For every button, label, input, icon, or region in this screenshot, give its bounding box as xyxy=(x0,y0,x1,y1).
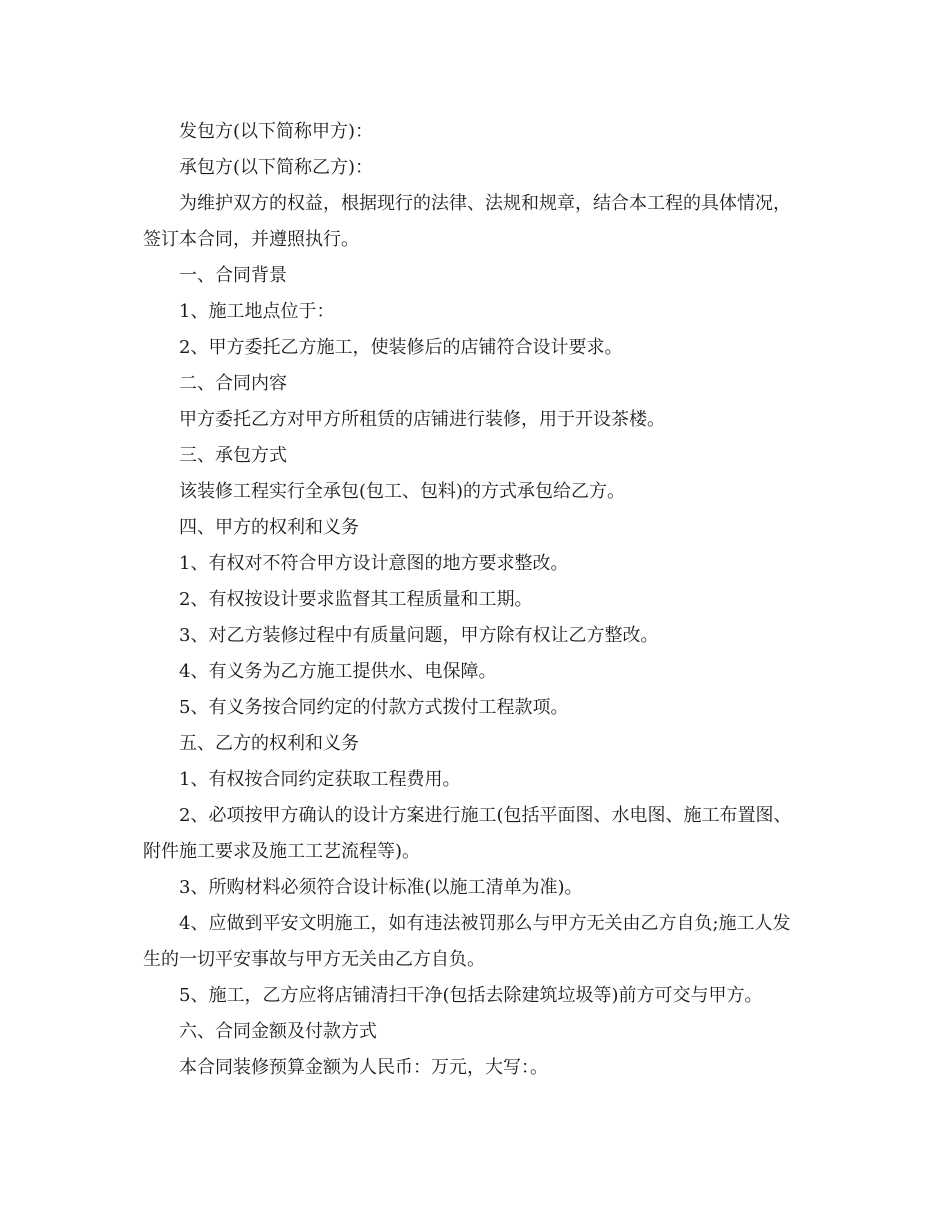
clause-entrustment: 2、甲方委托乙方施工，使装修后的店铺符合设计要求。 xyxy=(179,337,623,358)
party-a-line: 发包方(以下简称甲方)： xyxy=(179,121,374,142)
party-b-line: 承包方(以下简称乙方)： xyxy=(179,157,374,178)
section-heading-party-a-rights: 四、甲方的权利和义务 xyxy=(179,517,359,538)
contract-method-paragraph: 该装修工程实行全承包(包工、包料)的方式承包给乙方。 xyxy=(179,481,626,502)
party-b-clause-2: 2、必项按甲方确认的设计方案进行施工(包括平面图、水电图、施工布置图、附件施工要求及施工工艺流程等)。 xyxy=(143,805,792,862)
party-a-clause-4: 4、有义务为乙方施工提供水、电保障。 xyxy=(179,661,497,682)
section-heading-content: 二、合同内容 xyxy=(179,373,287,394)
section-heading-background: 一、合同背景 xyxy=(179,265,287,286)
party-a-clause-2: 2、有权按设计要求监督其工程质量和工期。 xyxy=(179,589,533,610)
party-a-clause-1: 1、有权对不符合甲方设计意图的地方要求整改。 xyxy=(179,553,569,574)
preamble-paragraph: 为维护双方的权益，根据现行的法律、法规和规章，结合本工程的具体情况，签订本合同，并遵照执行。 xyxy=(143,193,791,250)
section-heading-contract-method: 三、承包方式 xyxy=(179,445,287,466)
party-b-clause-4: 4、应做到平安文明施工，如有违法被罚那么与甲方无关由乙方自负;施工人发生的一切平安事故与甲方无关由乙方自负。 xyxy=(143,913,791,970)
document-page xyxy=(143,114,803,1086)
clause-location: 1、施工地点位于： xyxy=(179,301,335,322)
amount-paragraph: 本合同装修预算金额为人民币：万元，大写：。 xyxy=(179,1057,548,1078)
party-b-clause-5: 5、施工，乙方应将店铺清扫干净(包括去除建筑垃圾等)前方可交与甲方。 xyxy=(179,985,763,1006)
section-heading-party-b-rights: 五、乙方的权利和义务 xyxy=(179,733,359,754)
party-b-clause-1: 1、有权按合同约定获取工程费用。 xyxy=(179,769,461,790)
party-a-clause-5: 5、有义务按合同约定的付款方式拨付工程款项。 xyxy=(179,697,569,718)
party-b-clause-3: 3、所购材料必须符合设计标准(以施工清单为准)。 xyxy=(179,877,583,898)
content-paragraph: 甲方委托乙方对甲方所租赁的店铺进行装修，用于开设茶楼。 xyxy=(179,409,665,430)
party-a-clause-3: 3、对乙方装修过程中有质量问题，甲方除有权让乙方整改。 xyxy=(179,625,659,646)
section-heading-amount-payment: 六、合同金额及付款方式 xyxy=(179,1021,377,1042)
